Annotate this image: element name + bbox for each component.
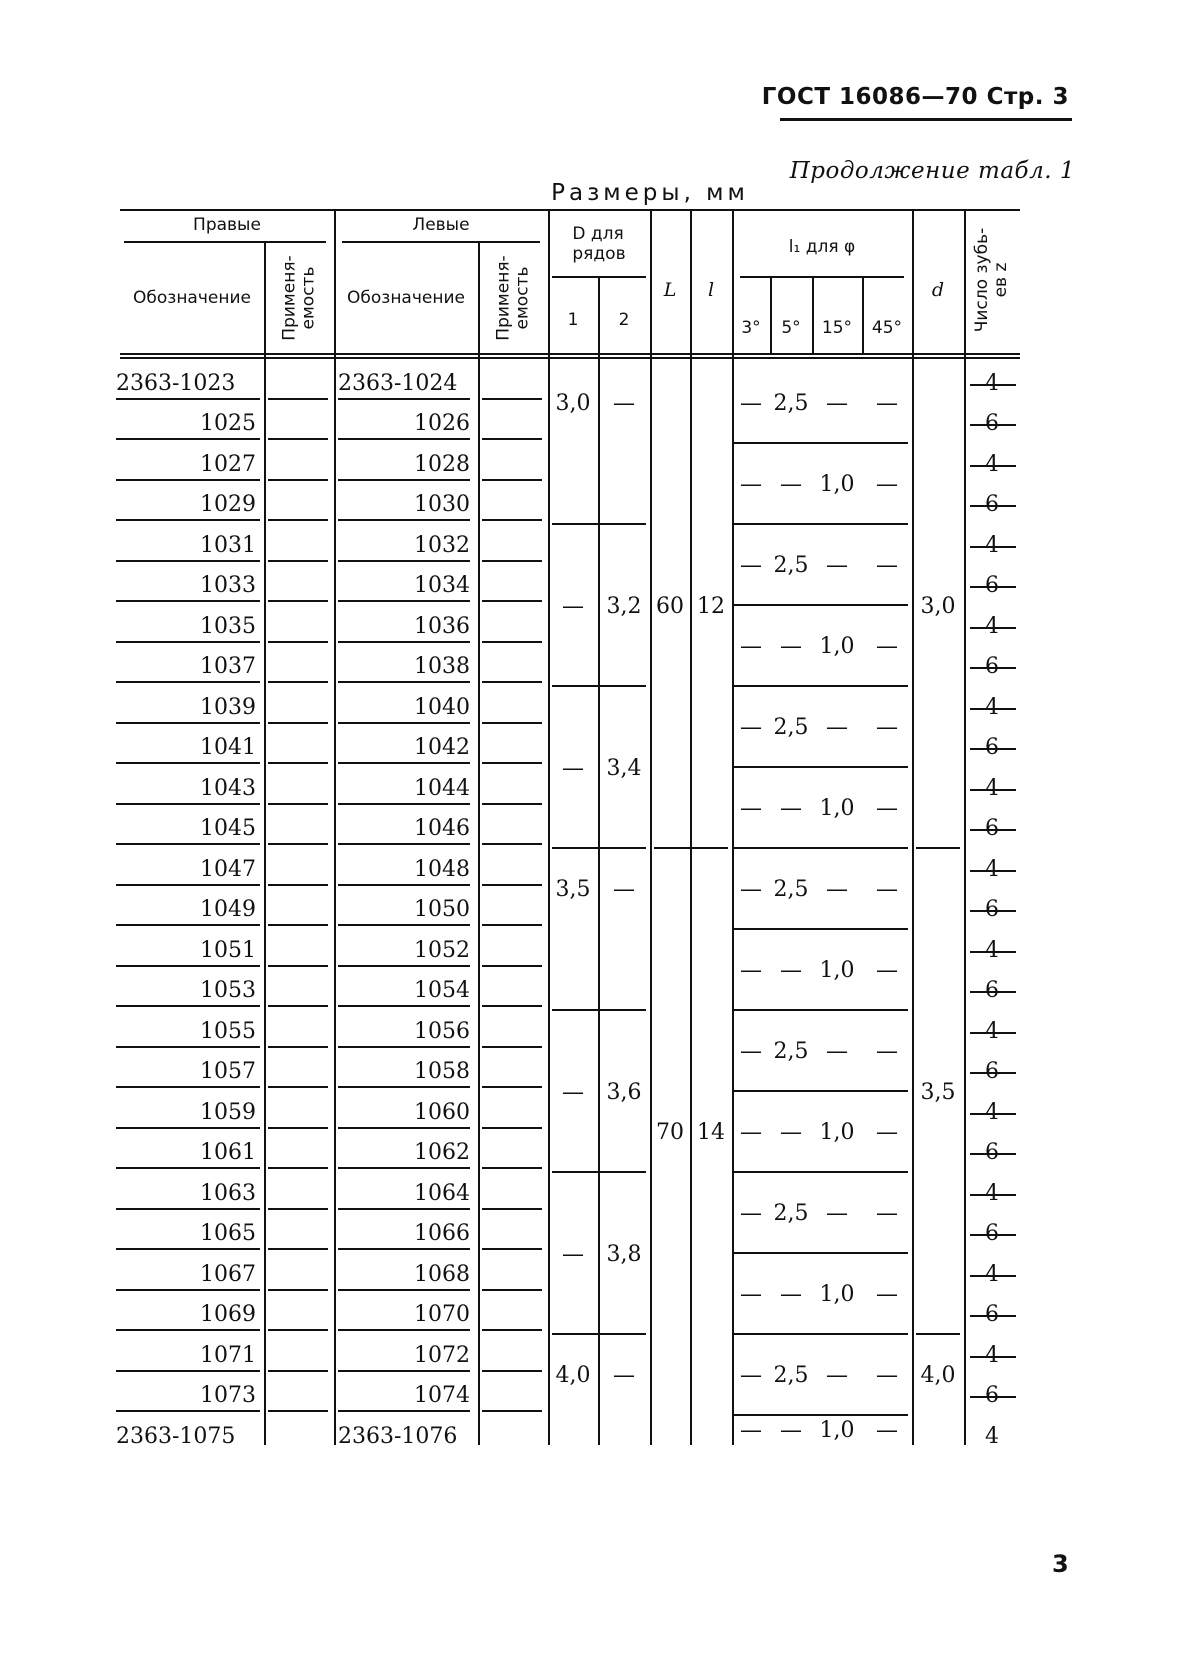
l-value: 14 (697, 1120, 725, 1145)
row-rule (116, 641, 260, 643)
row-rule (116, 1127, 260, 1129)
teeth-rule (970, 991, 1016, 993)
teeth-rule (970, 1234, 1016, 1236)
right-designation: 1039 (200, 694, 256, 720)
right-designation: 1073 (200, 1383, 256, 1409)
left-designation: 1054 (414, 978, 470, 1004)
left-designation: 1068 (414, 1261, 470, 1287)
row-rule (338, 884, 470, 886)
row-rule (116, 1086, 260, 1088)
row-rule (338, 519, 470, 521)
teeth-rule (970, 748, 1016, 750)
row-rule (338, 1329, 470, 1331)
group-rule (124, 241, 326, 243)
right-designation: 1051 (200, 937, 256, 963)
left-designation: 1058 (414, 1059, 470, 1085)
page-number: 3 (1052, 1550, 1069, 1578)
phi3-value: — (740, 1282, 762, 1307)
left-designation: 1030 (414, 492, 470, 518)
header-applicability-right: Применя- емость (279, 255, 319, 341)
phi45-value: — (876, 391, 898, 416)
row-rule (116, 965, 260, 967)
standard-title: ГОСТ 16086—70 Стр. 3 (761, 84, 1069, 110)
phi3-value: — (740, 796, 762, 821)
header-phi15: 15° (821, 318, 853, 338)
applicability-blank (482, 1005, 542, 1007)
row-rule (338, 1086, 470, 1088)
left-designation: 2363-1024 (338, 370, 458, 396)
phi3-value: — (740, 1120, 762, 1145)
left-designation: 1072 (414, 1342, 470, 1368)
right-designation: 1067 (200, 1261, 256, 1287)
applicability-blank (268, 1410, 328, 1412)
applicability-blank (482, 1046, 542, 1048)
left-designation: 1048 (414, 856, 470, 882)
d-row2-value: 3,8 (606, 1241, 642, 1267)
teeth-rule (970, 829, 1016, 831)
phi45-value: — (876, 1120, 898, 1145)
right-designation: 1037 (200, 654, 256, 680)
d-row2-value: — (613, 391, 635, 416)
phi3-value: — (740, 472, 762, 497)
row-rule (338, 560, 470, 562)
phi15-value: — (826, 1363, 848, 1388)
right-designation: 1055 (200, 1018, 256, 1044)
teeth-rule (970, 910, 1016, 912)
right-designation: 1071 (200, 1342, 256, 1368)
header-designation-right: Обозначение (133, 288, 251, 308)
phi3-value: — (740, 634, 762, 659)
row-rule (338, 1005, 470, 1007)
teeth-rule (970, 667, 1016, 669)
right-designation: 1043 (200, 775, 256, 801)
row-rule (116, 560, 260, 562)
header-L: L (663, 279, 677, 301)
applicability-blank (268, 479, 328, 481)
phi5-value: — (780, 472, 802, 497)
right-designation: 1033 (200, 573, 256, 599)
applicability-blank (482, 803, 542, 805)
row-rule (338, 479, 470, 481)
row-rule (338, 641, 470, 643)
teeth-rule (970, 465, 1016, 467)
right-designation: 1049 (200, 897, 256, 923)
teeth-rule (970, 424, 1016, 426)
left-designation: 1074 (414, 1383, 470, 1409)
phi15-value: — (826, 1201, 848, 1226)
header-l: l (707, 279, 715, 301)
teeth-rule (970, 1356, 1016, 1358)
phi15-value: 1,0 (819, 472, 855, 497)
phi5-value: — (780, 1418, 802, 1443)
phi45-value: — (876, 472, 898, 497)
phi5-value: 2,5 (773, 877, 809, 902)
d-row1-value: 4,0 (555, 1363, 591, 1388)
column-rule (478, 241, 480, 1445)
row-rule (116, 1329, 260, 1331)
right-designation: 1025 (200, 411, 256, 437)
applicability-blank (482, 560, 542, 562)
teeth-rule (970, 789, 1016, 791)
row-rule (338, 924, 470, 926)
header-left-group: Левые (412, 215, 470, 235)
row-rule (338, 803, 470, 805)
header-right-group: Правые (193, 215, 261, 235)
teeth-rule (970, 1315, 1016, 1317)
applicability-blank (268, 722, 328, 724)
applicability-blank (268, 519, 328, 521)
teeth-rule (970, 627, 1016, 629)
teeth-rule (970, 546, 1016, 548)
phi15-value: 1,0 (819, 634, 855, 659)
row-rule (338, 681, 470, 683)
applicability-blank (268, 1329, 328, 1331)
phi45-value: — (876, 553, 898, 578)
header-bottom-rule (120, 353, 1020, 355)
applicability-blank (268, 398, 328, 400)
right-designation: 1053 (200, 978, 256, 1004)
left-designation: 1032 (414, 532, 470, 558)
row-rule (116, 1167, 260, 1169)
applicability-blank (482, 600, 542, 602)
phi45-value: — (876, 1282, 898, 1307)
phi3-value: — (740, 391, 762, 416)
phi3-value: — (740, 1201, 762, 1226)
group-rule (740, 276, 904, 278)
row-rule (338, 1410, 470, 1412)
row-rule (116, 1046, 260, 1048)
left-designation: 1038 (414, 654, 470, 680)
phi5-value: — (780, 796, 802, 821)
header-l1-for-phi: l₁ для φ (788, 237, 856, 257)
left-designation: 1028 (414, 451, 470, 477)
teeth-rule (970, 951, 1016, 953)
teeth-rule (970, 586, 1016, 588)
row-rule (338, 1208, 470, 1210)
row-rule (338, 1248, 470, 1250)
row-rule (116, 1005, 260, 1007)
right-designation: 2363-1023 (116, 370, 236, 396)
phi15-value: — (826, 1039, 848, 1064)
right-designation: 1047 (200, 856, 256, 882)
row-rule (338, 722, 470, 724)
row-rule (338, 1370, 470, 1372)
applicability-blank (268, 1167, 328, 1169)
teeth-rule (970, 505, 1016, 507)
left-designation: 1034 (414, 573, 470, 599)
teeth-rule (970, 1113, 1016, 1115)
teeth-rule (970, 1153, 1016, 1155)
teeth-rule (970, 1194, 1016, 1196)
applicability-blank (482, 1329, 542, 1331)
left-designation: 2363-1076 (338, 1423, 458, 1449)
phi3-value: — (740, 1418, 762, 1443)
d-row2-value: 3,4 (606, 755, 642, 781)
left-designation: 1056 (414, 1018, 470, 1044)
row-rule (338, 1127, 470, 1129)
phi15-value: 1,0 (819, 796, 855, 821)
applicability-blank (268, 1127, 328, 1129)
applicability-blank (482, 519, 542, 521)
phi15-value: 1,0 (819, 1120, 855, 1145)
applicability-blank (482, 479, 542, 481)
row-rule (116, 519, 260, 521)
applicability-blank (268, 1248, 328, 1250)
L-value: 70 (656, 1120, 684, 1145)
teeth-rule (970, 708, 1016, 710)
row-rule (116, 479, 260, 481)
phi5-value: 2,5 (773, 1363, 809, 1388)
applicability-blank (268, 884, 328, 886)
header-bottom-rule (120, 357, 1020, 359)
d-value: 3,0 (920, 593, 956, 619)
teeth-rule (970, 1396, 1016, 1398)
right-designation: 1041 (200, 735, 256, 761)
applicability-blank (482, 1410, 542, 1412)
phi3-value: — (740, 1039, 762, 1064)
left-designation: 1070 (414, 1302, 470, 1328)
row-rule (338, 1289, 470, 1291)
phi15-value: — (826, 715, 848, 740)
phi45-value: — (876, 1039, 898, 1064)
d-row1-value: — (562, 1241, 584, 1267)
applicability-blank (268, 803, 328, 805)
teeth-rule (970, 1032, 1016, 1034)
d-row2-value: 3,2 (606, 593, 642, 619)
row-rule (338, 965, 470, 967)
applicability-blank (482, 965, 542, 967)
header-teeth-count: Число зубь- ев z (972, 227, 1012, 333)
group-rule (342, 241, 540, 243)
right-designation: 1035 (200, 613, 256, 639)
applicability-blank (268, 1086, 328, 1088)
row-rule (116, 681, 260, 683)
applicability-blank (482, 1086, 542, 1088)
applicability-blank (268, 924, 328, 926)
phi3-value: — (740, 553, 762, 578)
phi45-value: — (876, 796, 898, 821)
header-phi45: 45° (871, 318, 903, 338)
row-rule (116, 843, 260, 845)
phi5-value: 2,5 (773, 391, 809, 416)
teeth-count: 4 (985, 1423, 999, 1449)
applicability-blank (482, 1127, 542, 1129)
row-rule (116, 1208, 260, 1210)
phi5-value: 2,5 (773, 1039, 809, 1064)
phi5-value: — (780, 634, 802, 659)
row-rule (116, 1370, 260, 1372)
applicability-blank (482, 884, 542, 886)
phi3-value: — (740, 877, 762, 902)
applicability-blank (268, 1370, 328, 1372)
l-value: 12 (697, 593, 725, 619)
phi15-value: 1,0 (819, 958, 855, 983)
applicability-blank (268, 1208, 328, 1210)
applicability-blank (482, 438, 542, 440)
phi15-value: — (826, 553, 848, 578)
d-row2-value: — (613, 1363, 635, 1388)
applicability-blank (268, 438, 328, 440)
teeth-rule (970, 870, 1016, 872)
row-rule (116, 762, 260, 764)
applicability-blank (268, 843, 328, 845)
right-designation: 1069 (200, 1302, 256, 1328)
right-designation: 1045 (200, 816, 256, 842)
phi5-value: — (780, 1282, 802, 1307)
right-designation: 1027 (200, 451, 256, 477)
table-caption: Размеры, мм (551, 180, 749, 206)
left-designation: 1066 (414, 1221, 470, 1247)
right-designation: 1061 (200, 1140, 256, 1166)
row-rule (116, 1410, 260, 1412)
row-rule (338, 1167, 470, 1169)
phi3-value: — (740, 1363, 762, 1388)
row-rule (116, 924, 260, 926)
applicability-blank (268, 600, 328, 602)
left-designation: 1064 (414, 1180, 470, 1206)
row-rule (338, 762, 470, 764)
applicability-blank (268, 762, 328, 764)
phi3-value: — (740, 715, 762, 740)
group-rule (654, 847, 728, 849)
applicability-blank (482, 1370, 542, 1372)
row-rule (116, 1289, 260, 1291)
phi5-value: — (780, 958, 802, 983)
left-designation: 1042 (414, 735, 470, 761)
left-designation: 1036 (414, 613, 470, 639)
applicability-blank (482, 924, 542, 926)
applicability-blank (268, 560, 328, 562)
teeth-rule (970, 1275, 1016, 1277)
row-rule (338, 398, 470, 400)
left-designation: 1052 (414, 937, 470, 963)
column-rule (264, 241, 266, 1445)
d-row1-value: 3,5 (555, 877, 591, 902)
right-designation: 1065 (200, 1221, 256, 1247)
right-designation: 1031 (200, 532, 256, 558)
applicability-blank (268, 1289, 328, 1291)
applicability-blank (482, 641, 542, 643)
phi15-value: — (826, 391, 848, 416)
applicability-blank (482, 722, 542, 724)
d-value: 3,5 (920, 1079, 956, 1105)
row-rule (338, 438, 470, 440)
applicability-blank (482, 1248, 542, 1250)
header-row1: 1 (567, 310, 579, 330)
left-designation: 1040 (414, 694, 470, 720)
applicability-blank (268, 965, 328, 967)
applicability-blank (482, 1289, 542, 1291)
teeth-rule (970, 384, 1016, 386)
row-rule (116, 1248, 260, 1250)
left-designation: 1062 (414, 1140, 470, 1166)
right-designation: 1059 (200, 1099, 256, 1125)
header-d: d (931, 279, 945, 301)
header-d-for-rows: D для рядов (572, 224, 626, 264)
phi15-value: 1,0 (819, 1282, 855, 1307)
phi5-value: 2,5 (773, 553, 809, 578)
phi45-value: — (876, 634, 898, 659)
applicability-blank (268, 681, 328, 683)
phi45-value: — (876, 715, 898, 740)
applicability-blank (482, 843, 542, 845)
left-designation: 1046 (414, 816, 470, 842)
phi15-value: — (826, 877, 848, 902)
d-row1-value: — (562, 1079, 584, 1105)
row-rule (338, 600, 470, 602)
right-designation: 1029 (200, 492, 256, 518)
applicability-blank (482, 762, 542, 764)
right-designation: 1063 (200, 1180, 256, 1206)
L-value: 60 (656, 593, 684, 619)
row-rule (116, 722, 260, 724)
phi5-value: — (780, 1120, 802, 1145)
left-designation: 1026 (414, 411, 470, 437)
teeth-rule (970, 1072, 1016, 1074)
phi45-value: — (876, 877, 898, 902)
d-row1-value: — (562, 593, 584, 619)
applicability-blank (482, 398, 542, 400)
d-row2-value: — (613, 877, 635, 902)
left-designation: 1060 (414, 1099, 470, 1125)
right-designation: 2363-1075 (116, 1423, 236, 1449)
d-row1-value: 3,0 (555, 391, 591, 416)
right-designation: 1057 (200, 1059, 256, 1085)
header-phi5: 5° (781, 318, 801, 338)
header-designation-left: Обозначение (347, 288, 465, 308)
left-designation: 1044 (414, 775, 470, 801)
phi3-value: — (740, 958, 762, 983)
row-rule (116, 803, 260, 805)
row-rule (338, 843, 470, 845)
applicability-blank (268, 641, 328, 643)
row-rule (116, 600, 260, 602)
phi5-value: 2,5 (773, 715, 809, 740)
header-applicability-left: Применя- емость (493, 255, 533, 341)
phi45-value: — (876, 1201, 898, 1226)
left-designation: 1050 (414, 897, 470, 923)
phi45-value: — (876, 1363, 898, 1388)
row-rule (338, 1046, 470, 1048)
phi45-value: — (876, 958, 898, 983)
header-row2: 2 (618, 310, 630, 330)
row-rule (116, 884, 260, 886)
phi15-value: 1,0 (819, 1418, 855, 1443)
applicability-blank (268, 1005, 328, 1007)
applicability-blank (268, 1046, 328, 1048)
d-value: 4,0 (920, 1363, 956, 1388)
d-row1-value: — (562, 755, 584, 781)
phi45-value: — (876, 1418, 898, 1443)
d-row2-value: 3,6 (606, 1079, 642, 1105)
applicability-blank (482, 681, 542, 683)
row-rule (116, 398, 260, 400)
applicability-blank (482, 1208, 542, 1210)
phi5-value: 2,5 (773, 1201, 809, 1226)
continuation-label: Продолжение табл. 1 (789, 158, 1075, 184)
applicability-blank (482, 1167, 542, 1169)
row-rule (116, 438, 260, 440)
header-phi3: 3° (741, 318, 761, 338)
group-rule (916, 847, 960, 849)
